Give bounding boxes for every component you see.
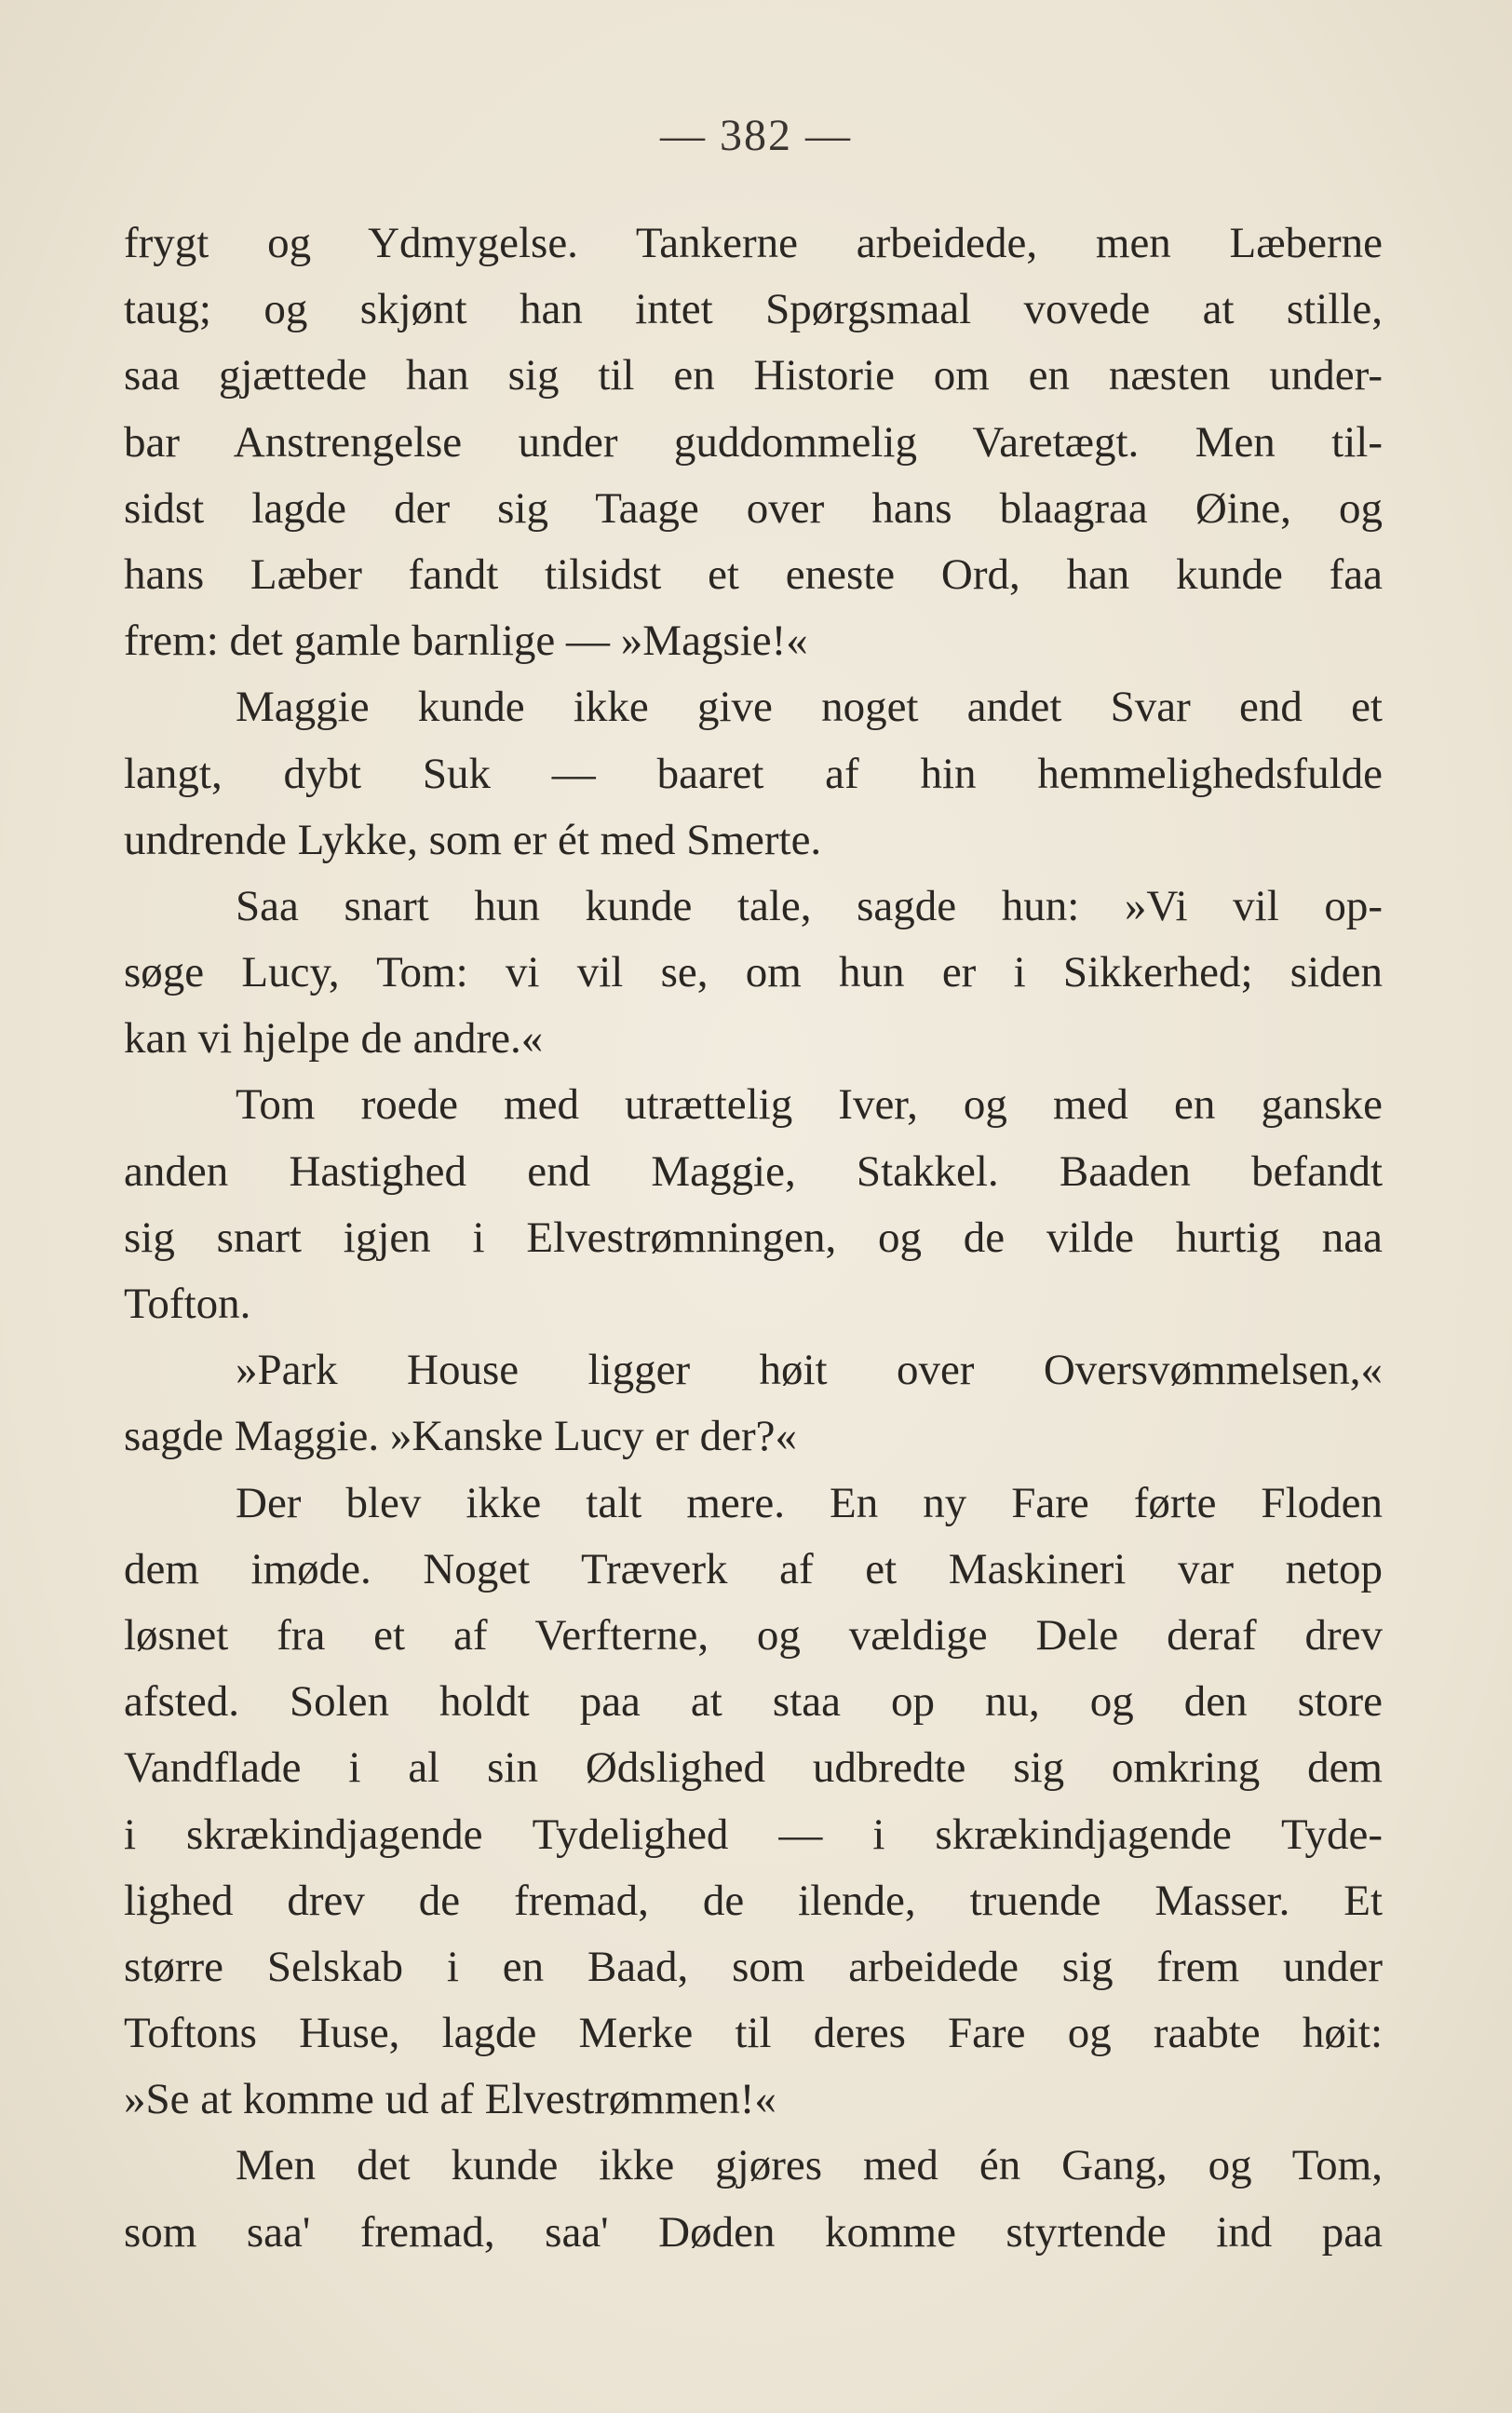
text-line: løsnet fra et af Verfterne, og vældige Dele deraf drev (124, 1610, 1383, 1660)
page-number: — 382 — (660, 111, 852, 160)
text-line: Saa snart hun kunde tale, sagde hun: »Vi vil op- (236, 881, 1383, 930)
text-line: bar Anstrengelse under guddommelig Varetægt. Men til- (124, 417, 1383, 467)
text-line: Tom roede med utrættelig Iver, og med en ganske (236, 1080, 1383, 1130)
text-line: i skrækindjagende Tydelighed — i skrækindjagende Tyde- (124, 1810, 1383, 1859)
text-line: sig snart igjen i Elvestrømningen, og de vilde hurtig naa (124, 1213, 1383, 1262)
text-line: kan vi hjelpe de andre.« (124, 1014, 544, 1064)
text-line: sidst lagde der sig Taage over hans blaagraa Øine, og (124, 483, 1383, 533)
text-line: frem: det gamle barnlige — »Magsie!« (124, 617, 808, 666)
text-line: større Selskab i en Baad, som arbeidede sig frem under (124, 1942, 1383, 1991)
text-line: anden Hastighed end Maggie, Stakkel. Baaden befandt (124, 1146, 1383, 1196)
text-line: »Se at komme ud af Elvestrømmen!« (124, 2075, 776, 2124)
text-line: saa gjættede han sig til en Historie om en næsten under- (124, 351, 1383, 400)
text-line: Toftons Huse, lagde Merke til deres Fare og raabte høit: (124, 2009, 1383, 2058)
text-line: som saa' fremad, saa' Døden komme styrtende ind paa (124, 2207, 1383, 2257)
text-line: langt, dybt Suk — baaret af hin hemmelighedsfulde (124, 749, 1383, 798)
text-line: undrende Lykke, som er ét med Smerte. (124, 815, 822, 864)
body-text (124, 210, 1383, 2266)
text-line: Der blev ikke talt mere. En ny Fare førte Floden (236, 1478, 1383, 1527)
text-line: Maggie kunde ikke give noget andet Svar end et (236, 683, 1383, 732)
text-line: dem imøde. Noget Træverk af et Maskineri var netop (124, 1544, 1383, 1593)
text-line: »Park House ligger høit over Oversvømmelsen,« (236, 1346, 1383, 1395)
text-line: lighed drev de fremad, de ilende, truende Masser. Et (124, 1876, 1383, 1925)
text-line: hans Læber fandt tilsidst et eneste Ord, han kunde faa (124, 549, 1383, 599)
text-line: taug; og skjønt han intet Spørgsmaal vovede at stille, (124, 285, 1383, 334)
text-line: Men det kunde ikke gjøres med én Gang, og Tom, (236, 2141, 1383, 2190)
text-line: frygt og Ydmygelse. Tankerne arbeidede, men Læberne (124, 219, 1383, 267)
text-line: sagde Maggie. »Kanske Lucy er der?« (124, 1412, 797, 1461)
text-line: søge Lucy, Tom: vi vil se, om hun er i Sikkerhed; siden (124, 948, 1383, 997)
text-line: Tofton. (124, 1280, 251, 1328)
text-line: Vandflade i al sin Ødslighed udbredte sig omkring dem (124, 1743, 1383, 1793)
text-line: afsted. Solen holdt paa at staa op nu, og den store (124, 1677, 1383, 1727)
